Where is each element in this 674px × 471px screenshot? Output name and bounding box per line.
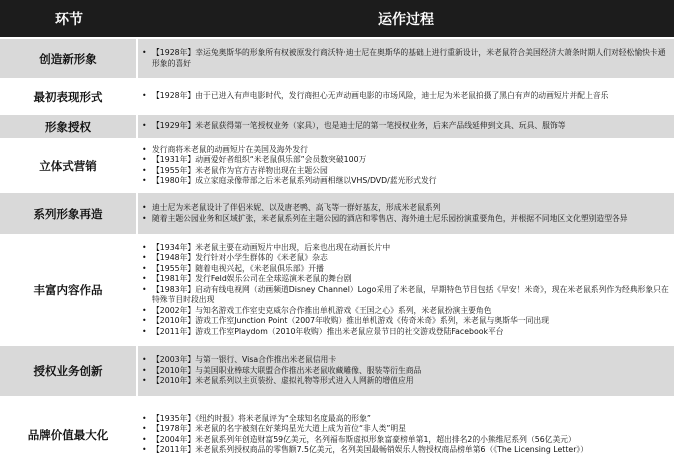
list-item: • 【1929年】米老鼠获得第一笔授权业务（家具），也是迪士尼的第一笔授权业务，后来产品线延伸到文具、玩具、服饰等	[142, 121, 566, 131]
list-item: • 【1978年】米老鼠的名字被刻在好莱坞星光大道上成为首位“非人类”明星	[142, 424, 407, 433]
bullet-icon: •	[142, 424, 147, 433]
row-label: 授权业务创新	[0, 346, 138, 396]
list-item: • 发行商将米老鼠的动画短片在美国及海外发行	[142, 144, 308, 154]
bullet-icon: •	[142, 316, 147, 326]
bullet-icon: •	[142, 376, 147, 386]
list-item: • 【1980年】成立家庭录像带部之后米老鼠系列动画相继以VHS/DVD/蓝光形式发行	[142, 176, 437, 185]
row-label: 立体式营销	[0, 140, 138, 191]
list-item: • 【2003年】与第一银行、Visa合作推出米老鼠信用卡	[142, 355, 337, 365]
bullet-icon: •	[142, 253, 147, 263]
row-label: 形象授权	[0, 115, 138, 138]
list-item: • 【1955年】米老鼠作为官方吉祥物出现在主题公园	[142, 165, 328, 175]
table-row	[0, 39, 674, 80]
bullet-icon: •	[142, 305, 147, 315]
row-content	[138, 398, 674, 471]
list-item: • 【1955年】随着电视兴起，《米老鼠俱乐部》开播	[142, 263, 324, 273]
row-content	[138, 80, 674, 113]
list-item: • 【1981年】发行Feld娱乐公司在全球巡演米老鼠的舞台剧	[142, 274, 352, 284]
row-content	[138, 39, 674, 78]
list-item: • 【2002年】与知名游戏工作室史克威尔合作推出单机游戏《王国之心》系列，米老鼠扮演主要角色	[142, 305, 492, 315]
table-header	[0, 0, 674, 39]
list-item: • 【2010年】米老鼠系列以主页装扮、虚拟礼物等形式进入人网新的增值应用	[142, 376, 414, 386]
bullet-icon: •	[142, 263, 147, 273]
bullet-icon: •	[142, 203, 147, 212]
bullet-icon: •	[142, 274, 147, 284]
list-item: • 【1935年】《纽约时报》将米老鼠评为“全球知名度最高的形象”	[142, 413, 371, 423]
row-label: 系列形象再造	[0, 193, 138, 234]
table-row	[0, 193, 674, 236]
row-content	[138, 236, 674, 344]
bullet-icon: •	[142, 445, 147, 454]
list-item: • 【2010年】游戏工作室Junction Point（2007年收购）推出单机游戏《传奇米奇》系列，米老鼠与奥斯华一同出现	[142, 316, 550, 326]
bullet-icon: •	[142, 413, 147, 423]
header-stage: 环节	[55, 11, 83, 28]
bullet-icon: •	[142, 48, 147, 57]
table-row	[0, 398, 674, 471]
row-label: 最初表现形式	[0, 80, 138, 113]
list-item: • 迪士尼为米老鼠设计了伴侣米妮、以及唐老鸭、高飞等一群好基友，形成米老鼠系列	[142, 203, 441, 212]
list-item: • 【1928年】由于已进入有声电影时代，发行商担心无声动画电影的市场风险，迪士尼为米老鼠拍摄了黑白有声的动画短片并配上音乐	[142, 91, 609, 101]
header-process: 运作过程	[378, 11, 434, 28]
bullet-icon: •	[142, 165, 147, 175]
table-row	[0, 346, 674, 398]
bullet-icon: •	[142, 213, 147, 223]
list-item: • 【1983年】启动有线电视网（动画频道Disney Channel）Logo采用了米老鼠，早期特色节目包括《早安！米奇》，现在米老鼠系列作为经典形象只在特殊节目时段出现	[142, 284, 669, 305]
row-label: 丰富内容作品	[0, 236, 138, 344]
table-row	[0, 115, 674, 140]
table-row	[0, 236, 674, 346]
list-item: • 【2004年】米老鼠系列年创造财富59亿美元，名列福布斯虚拟形象富豪榜单第1，超出排名2的小熊维尼系列（56亿美元）	[142, 434, 576, 444]
row-label: 创造新形象	[0, 39, 138, 78]
bullet-icon: •	[142, 326, 147, 336]
table-row	[0, 140, 674, 193]
list-item: • 【2011年】米老鼠系列授权商品的零售额7.5亿美元，名列美国最畅销娱乐人物授权商品榜单第6（《The Licensing Letter》）	[142, 445, 589, 454]
bullet-icon: •	[142, 242, 147, 252]
list-item: • 随着主题公园业务和区域扩张，米老鼠系列在主题公园的酒店和零售店、海外迪士尼乐园扮演重要角色，并根据不同地区文化塑别造型各异	[142, 213, 628, 223]
bullet-icon: •	[142, 355, 147, 365]
bullet-icon: •	[142, 365, 147, 375]
bullet-icon: •	[142, 144, 147, 154]
bullet-icon: •	[142, 176, 147, 185]
bullet-icon: •	[142, 91, 147, 101]
row-content	[138, 140, 674, 191]
list-item: • 【1928年】幸运兔奥斯华的形象所有权被原发行商沃特·迪士尼在奥斯华的基础上进行重新设计，米老鼠符合美国经济大萧条时期人们对轻松愉快卡通形象的喜好	[142, 48, 666, 68]
row-content	[138, 346, 674, 396]
row-label: 品牌价值最大化	[0, 398, 138, 471]
list-item: • 【2010年】与美国职业棒球大联盟合作推出米老鼠收藏雕像、服装等衍生商品	[142, 365, 422, 375]
list-item: • 【2011年】游戏工作室Playdom（2010年收购）推出米老鼠应景节日的社交游戏登陆Facebook平台	[142, 326, 504, 336]
bullet-icon: •	[142, 121, 147, 131]
list-item: • 【1931年】动画爱好者组织“米老鼠俱乐部”会员数突破100万	[142, 155, 367, 164]
list-item: • 【1948年】发行针对小学生群体的《米老鼠》杂志	[142, 253, 328, 263]
row-content	[138, 115, 674, 138]
list-item: • 【1934年】米老鼠主要在动画短片中出现，后来也出现在动画长片中	[142, 242, 391, 252]
bullet-icon: •	[142, 284, 147, 294]
row-content	[138, 193, 674, 234]
bullet-icon: •	[142, 434, 147, 444]
table-row	[0, 80, 674, 115]
bullet-icon: •	[142, 155, 147, 164]
